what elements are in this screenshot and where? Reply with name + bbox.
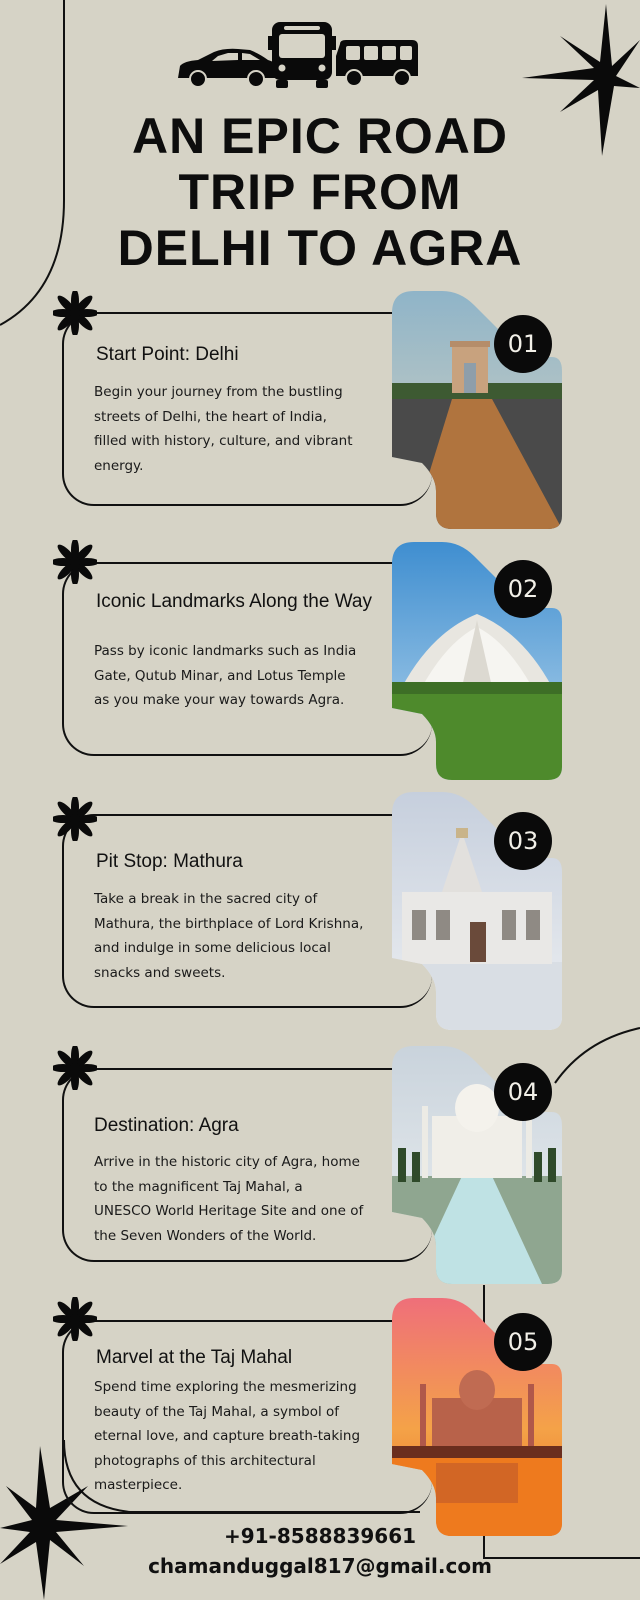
step-title: Marvel at the Taj Mahal xyxy=(96,1347,293,1368)
vehicles-illustration xyxy=(176,16,436,92)
step-number-badge: 03 xyxy=(494,812,552,870)
step-number-badge: 01 xyxy=(494,315,552,373)
title-line-1: AN EPIC ROAD xyxy=(132,108,508,164)
step-number-badge: 04 xyxy=(494,1063,552,1121)
contact-email[interactable]: chamanduggal817@gmail.com xyxy=(148,1554,492,1578)
step-title: Start Point: Delhi xyxy=(96,344,239,365)
van-icon xyxy=(336,40,418,86)
step-text: Pass by iconic landmarks such as India Gate, Qutub Minar, and Lotus Temple as you make your way towards Agra. xyxy=(94,643,357,708)
flower-star-icon xyxy=(53,291,97,335)
flower-star-icon xyxy=(53,1046,97,1090)
car-icon xyxy=(178,49,276,87)
step-number-badge: 02 xyxy=(494,560,552,618)
title-line-2: TRIP FROM xyxy=(178,164,462,220)
step-title: Destination: Agra xyxy=(94,1115,239,1136)
page-title xyxy=(60,108,580,276)
flower-star-icon xyxy=(53,1297,97,1341)
bus-front-icon xyxy=(268,22,336,88)
flower-star-icon xyxy=(53,797,97,841)
step-text: Spend time exploring the mesmerizing beauty of the Taj Mahal, a symbol of eternal love, and capture breath-taking photographs of this architectural masterpiece. xyxy=(94,1379,361,1493)
step-text: Arrive in the historic city of Agra, home to the magnificent Taj Mahal, a UNESCO World Heritage Site and one of the Seven Wonders of the World. xyxy=(94,1154,364,1244)
flower-star-icon xyxy=(53,540,97,584)
step-number-badge: 05 xyxy=(494,1313,552,1371)
title-line-3: DELHI TO AGRA xyxy=(117,220,523,276)
step-title: Pit Stop: Mathura xyxy=(96,851,243,872)
step-text: Begin your journey from the bustling streets of Delhi, the heart of India, filled with history, culture, and vibrant energy. xyxy=(94,384,353,474)
step-text: Take a break in the sacred city of Mathura, the birthplace of Lord Krishna, and indulge in some delicious local snacks and sweets. xyxy=(94,891,364,981)
step-title: Iconic Landmarks Along the Way xyxy=(96,591,372,612)
contact-phone[interactable]: +91-8588839661 xyxy=(223,1524,417,1548)
